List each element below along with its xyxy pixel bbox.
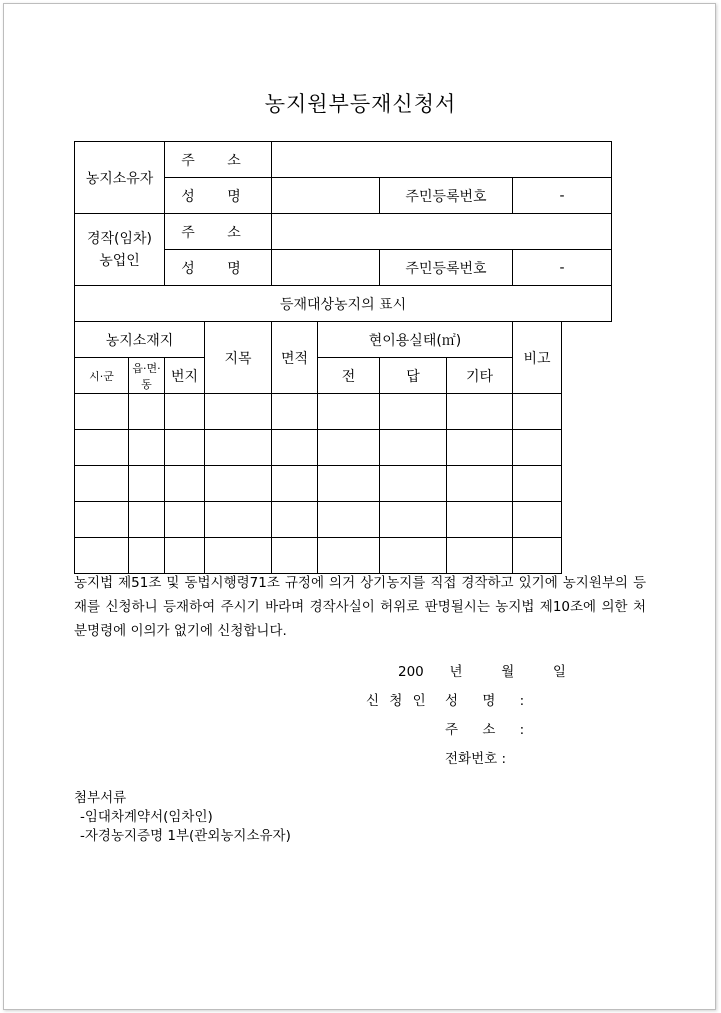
table-cell[interactable] <box>75 466 129 502</box>
date-year-unit: 년 <box>449 664 463 680</box>
table-cell[interactable] <box>318 394 380 430</box>
owner-reg-field[interactable]: - <box>513 178 612 214</box>
header-bunji: 번지 <box>165 358 205 394</box>
header-jimok: 지목 <box>205 322 272 394</box>
table-cell[interactable] <box>447 394 513 430</box>
tenant-label: 경작(임차) 농업인 <box>75 214 165 286</box>
header-eup: 읍·면·동 <box>129 358 165 394</box>
table-cell[interactable] <box>75 538 129 574</box>
owner-label: 농지소유자 <box>75 142 165 214</box>
owner-name-field[interactable] <box>272 178 380 214</box>
table-cell[interactable] <box>513 394 562 430</box>
table-cell[interactable] <box>205 538 272 574</box>
table-cell[interactable] <box>513 466 562 502</box>
table-cell[interactable] <box>165 394 205 430</box>
table-cell[interactable] <box>272 538 318 574</box>
table-cell[interactable] <box>165 502 205 538</box>
table-cell[interactable] <box>75 502 129 538</box>
table-cell[interactable] <box>513 430 562 466</box>
applicant-address-label: 주 소 : <box>445 722 535 738</box>
table-row <box>75 538 612 574</box>
table-cell[interactable] <box>129 502 165 538</box>
table-cell[interactable] <box>75 394 129 430</box>
form-title: 농지원부등재신청서 <box>264 92 457 116</box>
section-title: 등재대상농지의 표시 <box>75 286 612 322</box>
table-cell[interactable] <box>129 430 165 466</box>
owner-address-field[interactable] <box>272 142 612 178</box>
header-usage: 현이용실태(㎡) <box>318 322 513 358</box>
tenant-address-field[interactable] <box>272 214 612 250</box>
attachments <box>74 789 291 846</box>
declaration-paragraph: 농지법 제51조 및 동법시행령71조 규정에 의거 상기농지를 직접 경작하고 있기에 농지원부의 등재를 신청하니 등재하여 주시기 바라며 경작사실이 허위로 판명될시는 농지법 제10조에 의한 처분명령에 이의가 없기에 신청합니다. <box>74 575 646 639</box>
tenant-reg-field[interactable]: - <box>513 250 612 286</box>
header-dap: 답 <box>380 358 447 394</box>
table-cell[interactable] <box>380 394 447 430</box>
application-grid <box>74 141 612 574</box>
table-cell[interactable] <box>205 430 272 466</box>
table-cell[interactable] <box>513 502 562 538</box>
table-cell[interactable] <box>513 538 562 574</box>
date-month-unit: 월 <box>501 664 515 680</box>
table-cell[interactable] <box>205 502 272 538</box>
tenant-name-field[interactable] <box>272 250 380 286</box>
tenant-name-label: 성 명 <box>165 250 272 286</box>
table-cell[interactable] <box>272 430 318 466</box>
table-cell[interactable] <box>129 466 165 502</box>
tenant-reg-label: 주민등록번호 <box>380 250 513 286</box>
table-row <box>75 430 612 466</box>
tenant-address-label: 주 소 <box>165 214 272 250</box>
table-cell[interactable] <box>380 502 447 538</box>
table-cell[interactable] <box>318 430 380 466</box>
table-cell[interactable] <box>318 538 380 574</box>
table-row <box>75 502 612 538</box>
table-row <box>75 466 612 502</box>
table-row <box>75 394 612 430</box>
applicant-label: 신 청 인 <box>366 693 429 709</box>
table-cell[interactable] <box>272 502 318 538</box>
applicant-phone-label: 전화번호 : <box>445 751 507 767</box>
date-day-unit: 일 <box>552 664 566 680</box>
table-cell[interactable] <box>205 466 272 502</box>
header-jeon: 전 <box>318 358 380 394</box>
table-cell[interactable] <box>165 466 205 502</box>
date-line <box>398 660 566 680</box>
owner-name-label: 성 명 <box>165 178 272 214</box>
header-area: 면적 <box>272 322 318 394</box>
applicant-name-label: 성 명 : <box>445 693 535 709</box>
table-cell[interactable] <box>447 430 513 466</box>
table-cell[interactable] <box>380 538 447 574</box>
header-remark: 비고 <box>513 322 562 394</box>
table-cell[interactable] <box>447 502 513 538</box>
table-cell[interactable] <box>318 502 380 538</box>
table-cell[interactable] <box>318 466 380 502</box>
table-cell[interactable] <box>129 538 165 574</box>
table-cell[interactable] <box>129 394 165 430</box>
owner-reg-label: 주민등록번호 <box>380 178 513 214</box>
table-cell[interactable] <box>447 466 513 502</box>
table-cell[interactable] <box>272 466 318 502</box>
attachment-item: -임대차계약서(임차인) <box>80 809 213 825</box>
attachment-item: -자경농지증명 1부(관외농지소유자) <box>80 828 291 844</box>
table-cell[interactable] <box>165 538 205 574</box>
date-year: 200 <box>398 664 424 680</box>
attachments-title: 첨부서류 <box>74 790 127 806</box>
table-cell[interactable] <box>380 466 447 502</box>
header-location: 농지소재지 <box>75 322 205 358</box>
table-cell[interactable] <box>380 430 447 466</box>
table-cell[interactable] <box>205 394 272 430</box>
table-cell[interactable] <box>75 430 129 466</box>
table-cell[interactable] <box>447 538 513 574</box>
owner-address-label: 주 소 <box>165 142 272 178</box>
table-cell[interactable] <box>165 430 205 466</box>
table-cell[interactable] <box>272 394 318 430</box>
header-sigun: 시·군 <box>75 358 129 394</box>
header-gita: 기타 <box>447 358 513 394</box>
